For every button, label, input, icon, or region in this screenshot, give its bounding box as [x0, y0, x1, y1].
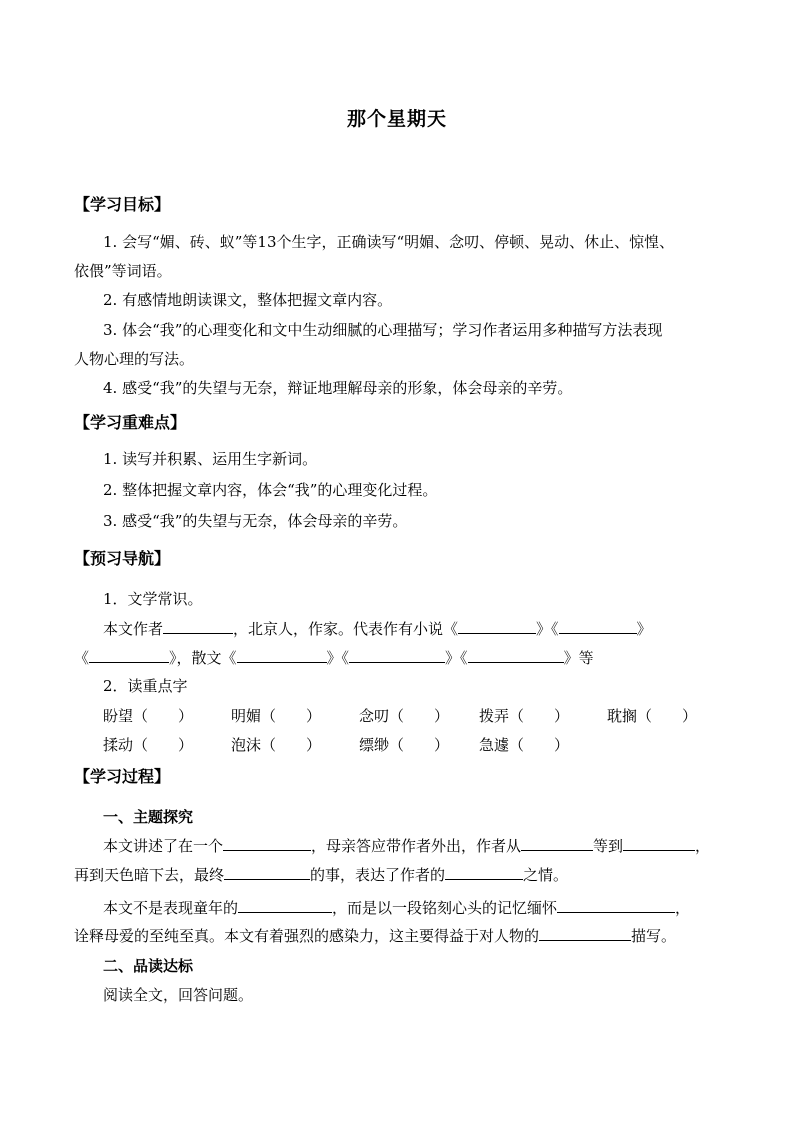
novel-blank-1[interactable]	[458, 618, 536, 634]
goal-item-2: 2. 有感情地朗读课文，整体把握文章内容。	[103, 291, 393, 309]
chars-row-2	[103, 734, 723, 754]
works-line-text-4: 》《	[445, 649, 468, 667]
theme-para2-line1	[103, 897, 690, 918]
author-line-text-1: 本文作者	[103, 620, 164, 638]
char-item[interactable]: 拨弄（ ）	[479, 707, 570, 725]
part2-title: 二、品读达标	[103, 957, 194, 975]
outcome-blank[interactable]	[224, 864, 310, 880]
section-heading-key-points: 【学习重难点】	[74, 413, 187, 432]
char-item[interactable]: 揉动（ ）	[103, 736, 194, 754]
page-title: 那个星期天	[346, 108, 447, 130]
day-blank[interactable]	[223, 835, 311, 851]
goal-item-3-cont: 人物心理的写法。	[74, 350, 195, 368]
section-heading-process: 【学习过程】	[74, 767, 171, 786]
time-to-blank[interactable]	[623, 835, 695, 851]
works-line-text-1: 《	[74, 649, 90, 667]
para-text: 之情。	[523, 866, 569, 884]
para-text: 本文讲述了在一个	[103, 837, 224, 855]
author-blank[interactable]	[163, 618, 233, 634]
novel-blank-2[interactable]	[559, 618, 637, 634]
childhood-blank[interactable]	[238, 897, 332, 913]
char-item[interactable]: 明媚（ ）	[231, 707, 322, 725]
para-text: 本文不是表现童年的	[103, 899, 239, 917]
pronounce-label: 2．读重点字	[103, 677, 188, 695]
goal-item-1: 1. 会写“媚、砖、蚁”等13个生字，正确读写“明媚、念叨、停顿、晃动、休止、惊惶、	[103, 233, 675, 251]
theme-para1-line1	[103, 835, 710, 856]
essay-blank-3[interactable]	[468, 647, 564, 663]
author-line-text-4: 》	[636, 620, 652, 638]
works-line-text-5: 》等	[563, 649, 594, 667]
memorial-blank[interactable]	[557, 897, 675, 913]
para-text: 诠释母爱的至纯至真。本文有着强烈的感染力，这主要得益于对人物的	[74, 927, 540, 945]
goal-item-3: 3. 体会“我”的心理变化和文中生动细腻的心理描写；学习作者运用多种描写方法表现	[103, 321, 663, 339]
goal-item-4: 4. 感受“我”的失望与无奈，辩证地理解母亲的形象，体会母亲的辛劳。	[103, 379, 573, 397]
para-text: ，	[695, 837, 711, 855]
author-line	[103, 618, 652, 639]
theme-para2-line2	[74, 925, 676, 946]
key-point-3: 3. 感受“我”的失望与无奈，体会母亲的辛劳。	[103, 512, 408, 530]
para-text: ，而是以一段铭刻心头的记忆缅怀	[332, 899, 558, 917]
char-item[interactable]: 泡沫（ ）	[231, 736, 322, 754]
para-text: 等到	[593, 837, 624, 855]
works-line-text-3: 》《	[326, 649, 350, 667]
part2-text: 阅读全文，回答问题。	[103, 986, 254, 1004]
char-item[interactable]: 急遽（ ）	[479, 736, 570, 754]
section-heading-preview: 【预习导航】	[74, 549, 171, 568]
goal-item-1-cont: 依偎”等词语。	[74, 262, 172, 280]
para-text: ，	[675, 899, 691, 917]
essay-blank-1[interactable]	[237, 647, 327, 663]
time-from-blank[interactable]	[521, 835, 593, 851]
para-text: ，母亲答应带作者外出，作者从	[311, 837, 522, 855]
section-heading-goals: 【学习目标】	[74, 195, 171, 214]
para-text: 再到天色暗下去，最终	[74, 866, 225, 884]
chars-row-1	[103, 705, 723, 725]
works-line-text-2: 》，散文《	[169, 649, 237, 667]
essay-blank-2[interactable]	[349, 647, 445, 663]
char-item[interactable]: 缥缈（ ）	[359, 736, 450, 754]
works-line	[74, 647, 594, 668]
description-blank[interactable]	[539, 925, 631, 941]
part1-title: 一、主题探究	[103, 808, 194, 826]
author-line-text-2: ，北京人，作家。代表作有小说《	[233, 620, 459, 638]
para-text: 描写。	[631, 927, 677, 945]
para-text: 的事，表达了作者的	[310, 866, 446, 884]
emotion-blank[interactable]	[445, 864, 523, 880]
char-item[interactable]: 盼望（ ）	[103, 707, 194, 725]
char-item[interactable]: 念叨（ ）	[359, 707, 450, 725]
author-line-text-3: 》《	[536, 620, 559, 638]
key-point-2: 2. 整体把握文章内容，体会“我”的心理变化过程。	[103, 481, 438, 499]
char-item[interactable]: 耽搁（ ）	[607, 707, 698, 725]
theme-para1-line2	[74, 864, 568, 885]
literature-label: 1．文学常识。	[103, 590, 203, 608]
key-point-1: 1. 读写并积累、运用生字新词。	[103, 450, 318, 468]
novel-blank-3[interactable]	[89, 647, 169, 663]
